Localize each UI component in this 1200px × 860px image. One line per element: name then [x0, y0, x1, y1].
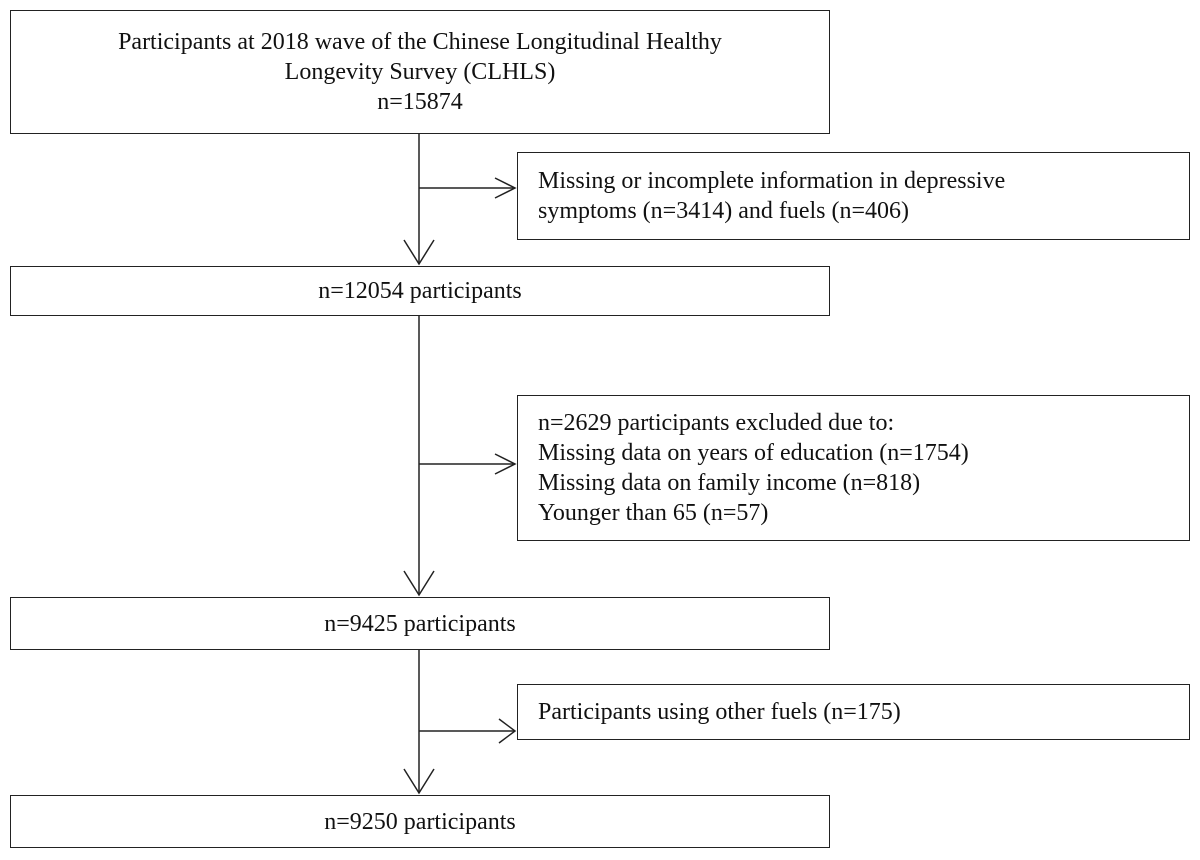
source-population-box: [10, 10, 830, 134]
box-text-line: Missing data on family income (n=818): [538, 470, 921, 496]
box-text-line: Missing data on years of education (n=1754): [538, 440, 969, 466]
box-text-line: symptoms (n=3414) and fuels (n=406): [538, 198, 910, 224]
box-text-line: Participants using other fuels (n=175): [538, 699, 901, 725]
final-sample-box: [10, 795, 830, 848]
box-text-line: Missing or incomplete information in depressive: [538, 168, 1006, 194]
box-text-line: n=9425 participants: [324, 610, 516, 637]
box-text-line: n=9250 participants: [324, 808, 516, 835]
box-text-line: n=12054 participants: [318, 278, 522, 304]
box-text-line: Younger than 65 (n=57): [538, 500, 769, 526]
participants-12054-box: [10, 266, 830, 316]
box-text-line: n=15874: [377, 89, 463, 115]
exclusion-box-missing-info: [517, 152, 1190, 240]
box-text-line: Longevity Survey (CLHLS): [284, 59, 556, 85]
participants-9425-box: [10, 597, 830, 650]
exclusion-box-covariates: [517, 395, 1190, 541]
box-text-line: Participants at 2018 wave of the Chinese Longitudinal Healthy: [118, 29, 722, 55]
exclusion-box-other-fuels: [517, 684, 1190, 740]
box-text-line: n=2629 participants excluded due to:: [538, 410, 895, 436]
